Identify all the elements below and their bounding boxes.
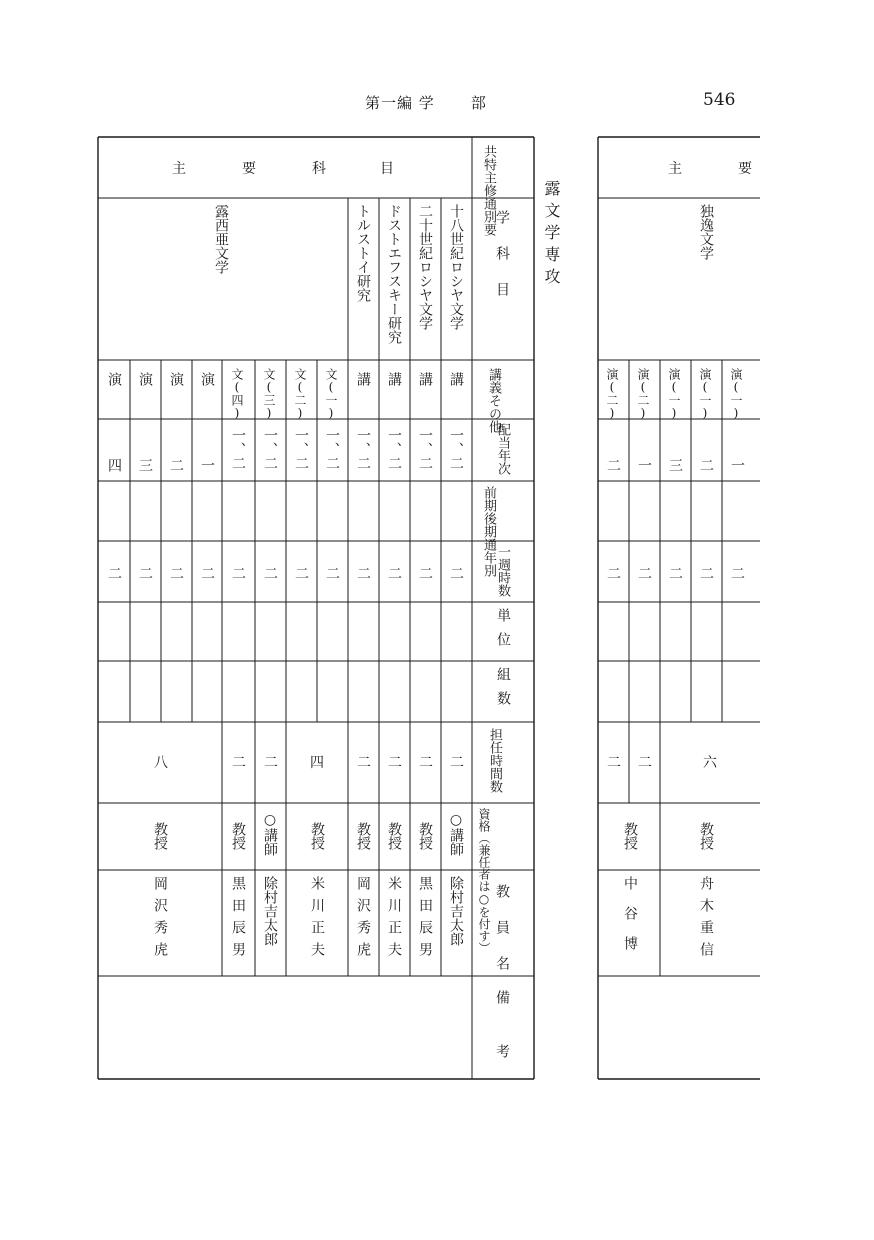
subject-c9: トルストイ研究: [355, 204, 371, 302]
hours-cell: 二: [698, 566, 714, 580]
type-cell: 講: [386, 372, 402, 386]
teacher-name: 黒田辰男: [230, 876, 246, 964]
teacher-name: 除村吉太郎: [262, 876, 278, 946]
hours-cell: 二: [230, 566, 246, 580]
teacher-name: 岡沢秀虎: [152, 876, 168, 964]
hours-cell: 二: [324, 566, 340, 580]
type-cell: 文(一): [324, 368, 338, 420]
type-cell: 演: [199, 372, 215, 386]
year-cell: 四: [106, 458, 122, 472]
type-cell: 文(三): [262, 368, 276, 420]
subject-group-german: 独逸文学: [698, 204, 714, 260]
type-cell: 演: [137, 372, 153, 386]
main-header-char: 科: [312, 161, 326, 177]
page-number: 546: [703, 90, 736, 110]
charge-cell: 二: [264, 755, 278, 771]
hours-cell: 二: [168, 566, 184, 580]
year-cell: 一: [199, 458, 215, 472]
label-term: 前期後期通年別: [481, 486, 496, 577]
teacher-name: 岡沢秀虎: [355, 876, 371, 964]
type-cell: 講: [417, 372, 433, 386]
year-cell: 一、二: [324, 428, 340, 470]
label-year: 配当年次: [495, 423, 510, 475]
qualification-cell: 教授: [417, 822, 433, 850]
hours-cell: 二: [106, 566, 122, 580]
type-cell: 演(二): [605, 368, 619, 420]
year-cell: 一、二: [417, 428, 433, 470]
qualification-cell: 教授: [230, 822, 246, 850]
qualification-cell: 教授: [386, 822, 402, 850]
hours-cell: 二: [667, 566, 683, 580]
label-hours: 一週時数: [495, 545, 510, 597]
hours-cell: 二: [386, 566, 402, 580]
teacher-name: 黒田辰男: [417, 876, 433, 964]
subject-c11: 二十世紀ロシヤ文学: [417, 204, 433, 330]
charge-cell: 二: [638, 755, 652, 771]
section-title-a: 学: [418, 94, 435, 112]
year-cell: 一、二: [230, 428, 246, 470]
year-cell: 二: [698, 458, 714, 472]
label-subject: 学科目: [494, 210, 510, 318]
chapter-title: 第一編: [365, 94, 414, 112]
charge-cell: 四: [310, 755, 324, 771]
right-header-char: 要: [738, 161, 752, 177]
year-cell: 一、二: [355, 428, 371, 470]
type-cell: 文(四): [230, 368, 244, 420]
hours-cell: 二: [355, 566, 371, 580]
teacher-name: 中谷博: [622, 876, 638, 966]
qualification-cell: 教授: [152, 822, 168, 850]
label-category: 共特主修通別要: [481, 145, 496, 236]
qualification-cell: 教授: [622, 822, 638, 850]
hours-cell: 二: [636, 566, 652, 580]
label-qualification: 資格（兼任者は○を付す）: [477, 808, 491, 954]
main-header-char: 目: [380, 161, 394, 177]
hours-cell: 二: [293, 566, 309, 580]
type-cell: 文(二): [293, 368, 307, 420]
type-cell: 演: [106, 372, 122, 386]
year-cell: 三: [137, 458, 153, 472]
hours-cell: 二: [199, 566, 215, 580]
qualification-cell: 教授: [309, 822, 325, 850]
hours-cell: 二: [729, 566, 745, 580]
label-credits: 単位: [495, 608, 511, 656]
subject-group-russian: 露西亜文学: [213, 204, 229, 274]
qualification-cell: ○講師: [262, 812, 278, 856]
charge-cell: 二: [419, 755, 433, 771]
year-cell: 一、二: [448, 428, 464, 470]
year-cell: 一: [636, 458, 652, 472]
charge-cell: 六: [703, 755, 717, 771]
year-cell: 一、二: [386, 428, 402, 470]
year-cell: 一、二: [293, 428, 309, 470]
subject-c12: 十八世紀ロシヤ文学: [448, 204, 464, 330]
type-cell: 演(一): [729, 368, 743, 420]
main-header-char: 主: [172, 161, 186, 177]
year-cell: 三: [667, 458, 683, 472]
label-teacher: 教員名: [494, 884, 510, 992]
charge-cell: 二: [388, 755, 402, 771]
charge-cell: 二: [607, 755, 621, 771]
charge-cell: 二: [357, 755, 371, 771]
label-charge-hours: 担任時間数: [487, 728, 502, 793]
teacher-name: 米川正夫: [309, 876, 325, 964]
charge-cell: 二: [450, 755, 464, 771]
main-header-char: 要: [242, 161, 256, 177]
label-remarks: 備考: [494, 990, 510, 1098]
charge-cell: 二: [232, 755, 246, 771]
subject-c10: ドストエフスキー研究: [386, 204, 402, 344]
year-cell: 二: [605, 458, 621, 472]
teacher-name: 除村吉太郎: [448, 876, 464, 946]
teacher-name: 舟木重信: [698, 876, 714, 964]
section-title-b: 部: [470, 94, 487, 112]
label-lecture-type: 講義その他: [486, 368, 501, 433]
hours-cell: 二: [605, 566, 621, 580]
type-cell: 演(一): [698, 368, 712, 420]
year-cell: 二: [168, 458, 184, 472]
type-cell: 演(一): [667, 368, 681, 420]
year-cell: 一: [729, 458, 745, 472]
type-cell: 講: [448, 372, 464, 386]
label-groups: 組数: [495, 667, 511, 715]
year-cell: 一、二: [262, 428, 278, 470]
right-header-char: 主: [668, 161, 682, 177]
hours-cell: 二: [417, 566, 433, 580]
type-cell: 講: [355, 372, 371, 386]
type-cell: 演(二): [636, 368, 650, 420]
hours-cell: 二: [262, 566, 278, 580]
qualification-cell: ○講師: [448, 812, 464, 856]
teacher-name: 米川正夫: [386, 876, 402, 964]
qualification-cell: 教授: [698, 822, 714, 850]
type-cell: 演: [168, 372, 184, 386]
qualification-cell: 教授: [355, 822, 371, 850]
hours-cell: 二: [448, 566, 464, 580]
section-label: 露文学専攻: [542, 180, 561, 290]
charge-cell: 八: [154, 755, 168, 771]
hours-cell: 二: [137, 566, 153, 580]
